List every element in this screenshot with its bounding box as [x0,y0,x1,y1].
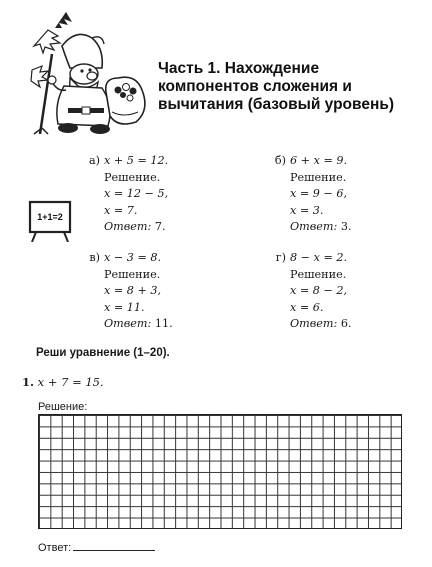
example-equation: x − 3 = 8. [104,251,162,264]
example-step: x = 6. [290,300,324,314]
example-mark: а) [88,154,100,167]
task-equation: x + 7 = 15. [37,375,104,389]
example-equation: 8 − x = 2. [290,251,348,264]
example-step: x = 11. [104,300,145,314]
example-b [270,153,352,236]
task-1 [22,375,104,389]
example-solution-label: Решение. [290,267,347,281]
section-title [158,60,418,114]
answer-blank[interactable] [73,540,155,551]
solution-grid[interactable] [38,414,402,529]
gnome-illustration [18,8,150,136]
example-v [84,250,173,333]
example-a [84,153,168,236]
example-answer-value: 6. [340,317,352,330]
answer-label: Ответ: [38,542,72,554]
solution-label: Решение: [38,401,88,413]
title-line: Часть 1. Нахождение [158,60,320,77]
task-number: 1. [22,375,35,389]
example-step: x = 12 − 5, [104,187,169,200]
example-equation: 6 + x = 9. [290,154,348,167]
example-answer-value: 11. [154,317,173,330]
example-answer-value: 3. [340,220,352,233]
example-mark: б) [274,154,286,167]
example-answer-value: 7. [154,220,166,233]
answer-line [38,540,155,554]
example-g [270,250,352,333]
example-mark: в) [89,251,100,264]
example-answer-label: Ответ: [104,317,152,330]
title-line: компонентов сложения и [158,78,352,95]
example-solution-label: Решение. [104,267,161,281]
example-solution-label: Решение. [290,170,347,184]
example-step: x = 8 − 2, [290,284,348,297]
example-equation: x + 5 = 12. [104,154,169,167]
example-step: x = 8 + 3, [104,284,162,297]
leaf-icon [55,12,72,28]
example-step: x = 9 − 6, [290,187,348,200]
example-answer-label: Ответ: [290,220,338,233]
example-mark: г) [275,251,286,264]
chalkboard-icon [28,198,72,242]
example-answer-label: Ответ: [290,317,338,330]
title-line: вычитания (базовый уровень) [158,96,395,113]
example-step: x = 3. [290,203,324,217]
example-answer-label: Ответ: [104,220,152,233]
example-step: x = 7. [104,203,138,217]
example-solution-label: Решение. [104,170,161,184]
board-text: 1+1=2 [37,212,63,222]
leaf-icon [34,30,60,53]
instruction-heading: Реши уравнение (1–20). [36,347,170,359]
